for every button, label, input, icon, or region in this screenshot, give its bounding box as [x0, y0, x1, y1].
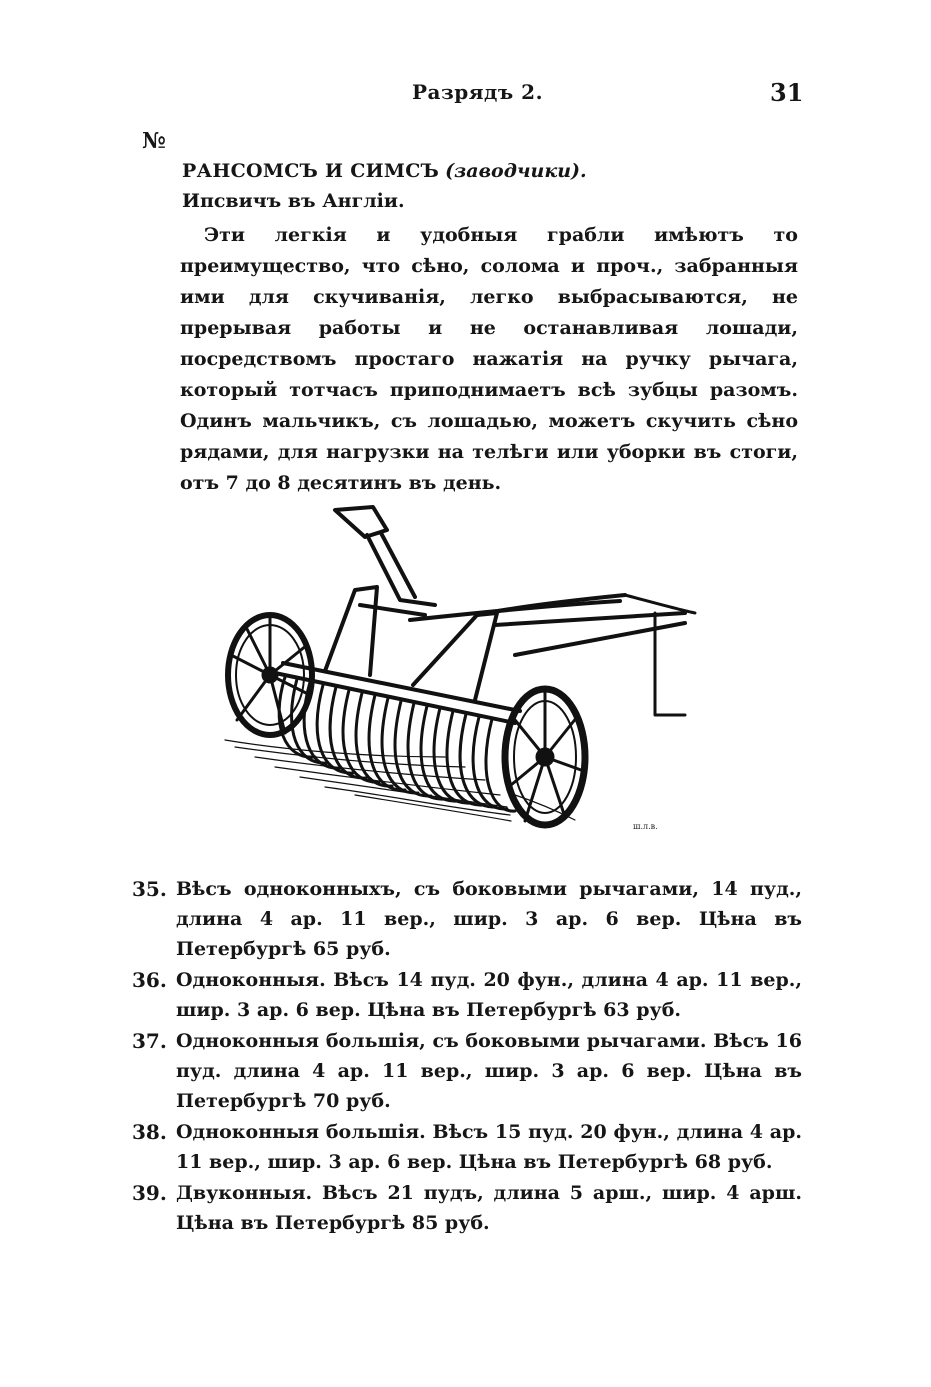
item-number: 37. — [132, 1029, 167, 1053]
horse-rake-illustration — [215, 495, 715, 840]
numero-sign: № — [142, 128, 166, 154]
maker-name: РАНСОМСЪ И СИМСЪ — [182, 160, 440, 182]
item-text: Одноконныя. Вѣсъ 14 пуд. 20 фун., длина 4 ар. 11 вер., шир. 3 ар. 6 вер. Цѣна въ Петербургѣ 63 руб. — [176, 969, 802, 1021]
rake-frame — [275, 587, 685, 723]
list-item — [132, 1117, 802, 1177]
page-number: 31 — [770, 78, 804, 107]
right-wheel — [505, 689, 585, 825]
item-text: Двуконныя. Вѣсъ 21 пудъ, длина 5 арш., шир. 4 арш. Цѣна въ Петербургѣ 85 руб. — [176, 1182, 802, 1234]
description-paragraph: Эти легкія и удобныя грабли имѣютъ то преимущество, что сѣно, солома и проч., забранныя ими для скучиванія, легко выбрасываются, не прерывая работы и не останавливая лошади, посредствомъ простаго нажатія на ручку рычага, который тотчасъ приподнимаетъ всѣ зубцы разомъ. Одинъ мальчикъ, съ лошадью, можетъ скучить сѣно рядами, для нагрузки на телѣги или уборки въ стоги, отъ 7 до 8 десятинъ въ день. — [180, 224, 798, 494]
list-item — [132, 965, 802, 1025]
left-wheel — [228, 615, 312, 735]
price-list — [132, 874, 802, 1239]
item-number: 38. — [132, 1120, 167, 1144]
rake-lever — [335, 507, 435, 605]
list-item — [132, 1178, 802, 1238]
item-number: 36. — [132, 968, 167, 992]
item-text: Одноконныя большія, съ боковыми рычагами. Вѣсъ 16 пуд. длина 4 ар. 11 вер., шир. 3 ар. 6 вер. Цѣна въ Петербургѣ 70 руб. — [176, 1030, 802, 1112]
item-number: 39. — [132, 1181, 167, 1205]
running-title: Разрядъ 2. — [412, 80, 544, 104]
item-number: 35. — [132, 877, 167, 901]
list-item — [132, 874, 802, 964]
engraver-mark: ш.л.в. — [633, 822, 658, 831]
maker-role: (заводчики). — [445, 160, 587, 182]
list-item — [132, 1026, 802, 1116]
item-text: Вѣсъ одноконныхъ, съ боковыми рычагами, 14 пуд., длина 4 ар. 11 вер., шир. 3 ар. 6 вер. Цѣна въ Петербургѣ 65 руб. — [176, 878, 802, 960]
maker-place: Ипсвичъ въ Англіи. — [182, 190, 405, 212]
item-text: Одноконныя большія. Вѣсъ 15 пуд. 20 фун., длина 4 ар. 11 вер., шир. 3 ар. 6 вер. Цѣна въ Петербургѣ 68 руб. — [176, 1121, 802, 1173]
maker-line — [182, 160, 587, 182]
